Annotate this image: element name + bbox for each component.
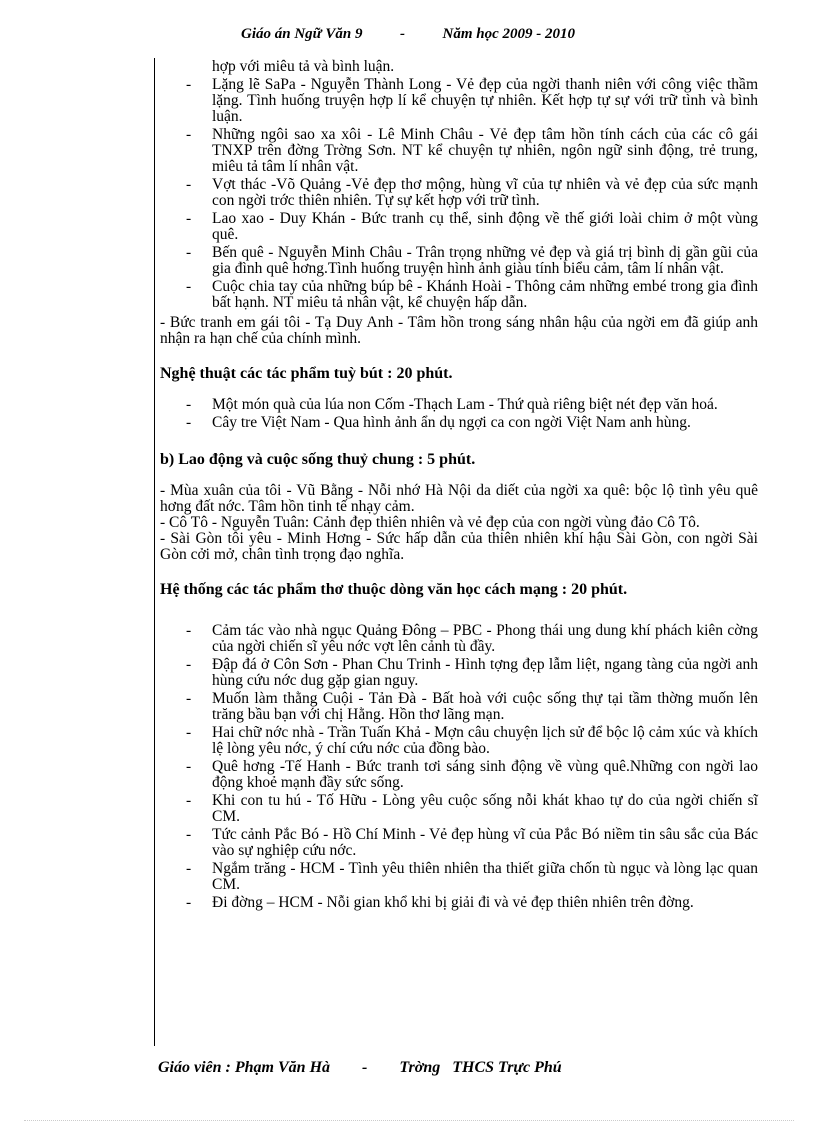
- bullet-dash: -: [186, 724, 192, 741]
- bullet-dash: -: [186, 656, 192, 673]
- section1-tail: - Bức tranh em gái tôi - Tạ Duy Anh - Tâm hồn trong sáng nhân hậu của ngời em đã giúp anh nhận ra hạn chế của chính mình.: [160, 314, 758, 347]
- section-poetry: [160, 623, 758, 913]
- list-item: [160, 211, 758, 243]
- list-item-text: Một món quà của lúa non Cốm -Thạch Lam - Thứ quà riêng biệt nét đẹp văn hoá.: [212, 396, 718, 413]
- heading-poetry: Hệ thống các tác phẩm thơ thuộc dòng văn học cách mạng : 20 phút.: [160, 581, 628, 598]
- list-item: [160, 245, 758, 277]
- list-item: [160, 793, 758, 825]
- list-item-text: Ngắm trăng - HCM - Tình yêu thiên nhiên tha thiết giữa chốn tù ngục và lòng lạc quan CM.: [212, 860, 758, 893]
- bullet-dash: -: [186, 622, 192, 639]
- bullet-dash: -: [186, 176, 192, 193]
- list-item: [160, 861, 758, 893]
- page-bottom-divider: [24, 1120, 794, 1121]
- list-item-text: Cảm tác vào nhà ngục Quảng Đông – PBC - Phong thái ung dung khí phách kiên cờng của ngời chiến sĩ yêu nớc vợt lên cảnh tù đầy.: [212, 622, 758, 655]
- list-item-text: Lặng lẽ SaPa - Nguyễn Thành Long - Vẻ đẹp của ngời thanh niên với công việc thầm lặng. Tình huống truyện hợp lí kể chuyện tự nhiên. Kết hợp tự sự với trữ tình và bình luận.: [212, 76, 758, 125]
- bullet-dash: -: [186, 278, 192, 295]
- list-item-text: Muốn làm thằng Cuội - Tản Đà - Bất hoà với cuộc sống thự tại tầm thờng muốn lên trăng bầu bạn với chị Hằng. Hồn thơ lãng mạn.: [212, 690, 758, 723]
- bullet-dash: -: [186, 126, 192, 143]
- list-item-text: Đập đá ở Côn Sơn - Phan Chu Trinh - Hình tợng đẹp lẫm liệt, ngang tàng của ngời anh hùng cứu nớc dug gặp gian nguy.: [212, 656, 758, 689]
- list-item-text: Bến quê - Nguyễn Minh Châu - Trân trọng những vẻ đẹp và giá trị bình dị gần gũi của gia đình quê hơng.Tình huống truyện hình ảnh giàu tính biểu cảm, tâm lí nhân vật.: [212, 244, 758, 277]
- list-item: [160, 279, 758, 311]
- list-item: [160, 759, 758, 791]
- page-header: Giáo án Ngữ Văn 9 - Năm học 2009 - 2010: [241, 26, 575, 42]
- section-essays: [160, 397, 758, 433]
- list-item: [160, 691, 758, 723]
- heading-essays: Nghệ thuật các tác phẩm tuỳ bút : 20 phút.: [160, 365, 453, 382]
- document-body: [160, 59, 758, 913]
- bullet-dash: -: [186, 76, 192, 93]
- list-item: [160, 623, 758, 655]
- bullet-dash: -: [186, 758, 192, 775]
- paragraph: - Cô Tô - Nguyễn Tuân: Cảnh đẹp thiên nhiên và vẻ đẹp của con ngời vùng đảo Cô Tô.: [160, 514, 700, 531]
- list-item-text: Hai chữ nớc nhà - Trần Tuấn Khả - Mợn câu chuyện lịch sử để bộc lộ cảm xúc và khích lệ lòng yêu nớc, ý chí cứu nớc của đồng bào.: [212, 724, 758, 757]
- list-item: [160, 725, 758, 757]
- bullet-dash: -: [186, 244, 192, 261]
- margin-rule: [154, 58, 155, 1046]
- list-item: [160, 397, 758, 413]
- bullet-dash: -: [186, 826, 192, 843]
- bullet-dash: -: [186, 860, 192, 877]
- paragraph: - Mùa xuân của tôi - Vũ Bằng - Nỗi nhớ Hà Nội da diết của ngời xa quê: bộc lộ tình yêu quê hơng đất nớc. Tâm hồn tinh tế nhạy cảm.: [160, 482, 758, 515]
- list-item-text: Quê hơng -Tế Hanh - Bức tranh tơi sáng sinh động về vùng quê.Những con ngời lao động khoẻ mạnh đầy sức sống.: [212, 758, 758, 791]
- list-item: [160, 127, 758, 175]
- list-item-text: Cây tre Việt Nam - Qua hình ảnh ẩn dụ ngợi ca con ngời Việt Nam anh hùng.: [212, 414, 691, 431]
- bullet-dash: -: [186, 690, 192, 707]
- paragraph: - Sài Gòn tôi yêu - Minh Hơng - Sức hấp dẫn của thiên nhiên khí hậu Sài Gòn, con ngời Sài Gòn cởi mở, chân tình trọng đạo nghĩa.: [160, 530, 758, 563]
- section-labor: [160, 483, 758, 563]
- list-item-text: Những ngôi sao xa xôi - Lê Minh Châu - Vẻ đẹp tâm hồn tính cách của các cô gái TNXP trên đờng Trờng Sơn. NT kể chuyện tự nhiên, ngôn ngữ sinh động, trẻ trung, miêu tả tâm lí nhân vật.: [212, 126, 758, 175]
- bullet-dash: -: [186, 792, 192, 809]
- list-item: [160, 895, 758, 911]
- bullet-dash: -: [186, 414, 192, 431]
- bullet-dash: -: [186, 210, 192, 227]
- section-stories: [160, 59, 758, 313]
- list-item-text: Khi con tu hú - Tố Hữu - Lòng yêu cuộc sống nỗi khát khao tự do của ngời chiến sĩ CM.: [212, 792, 758, 825]
- list-item-text: Lao xao - Duy Khán - Bức tranh cụ thể, sinh động về thế giới loài chim ở một vùng quê.: [212, 210, 758, 243]
- bullet-dash: -: [186, 396, 192, 413]
- page-footer: Giáo viên : Phạm Văn Hà - Trờng THCS Trực Phú: [158, 1059, 562, 1076]
- list-item: [160, 415, 758, 431]
- list-item: [160, 177, 758, 209]
- list-item-text: Cuộc chia tay của những búp bê - Khánh Hoài - Thông cảm những embé trong gia đình bất hạnh. NT miêu tả nhân vật, kể chuyện hấp dẫn.: [212, 278, 758, 311]
- bullet-dash: -: [186, 894, 192, 911]
- list-item-text: Tức cảnh Pắc Bó - Hồ Chí Minh - Vẻ đẹp hùng vĩ của Pắc Bó niềm tin sâu sắc của Bác vào sự nghiệp cứu nớc.: [212, 826, 758, 859]
- list-item: [160, 657, 758, 689]
- list-item-text: hợp với miêu tả và bình luận.: [212, 58, 395, 75]
- list-item: [160, 77, 758, 125]
- list-item: [160, 827, 758, 859]
- list-item-text: Đi đờng – HCM - Nỗi gian khổ khi bị giải đi và vẻ đẹp thiên nhiên trên đờng.: [212, 894, 694, 911]
- list-item: [160, 59, 758, 75]
- list-item-text: Vợt thác -Võ Quảng -Vẻ đẹp thơ mộng, hùng vĩ của tự nhiên và vẻ đẹp của sức mạnh con ngời trớc thiên nhiên. Tự sự kết hợp với trữ tình.: [212, 176, 758, 209]
- heading-labor: b) Lao động và cuộc sống thuỷ chung : 5 phút.: [160, 451, 476, 468]
